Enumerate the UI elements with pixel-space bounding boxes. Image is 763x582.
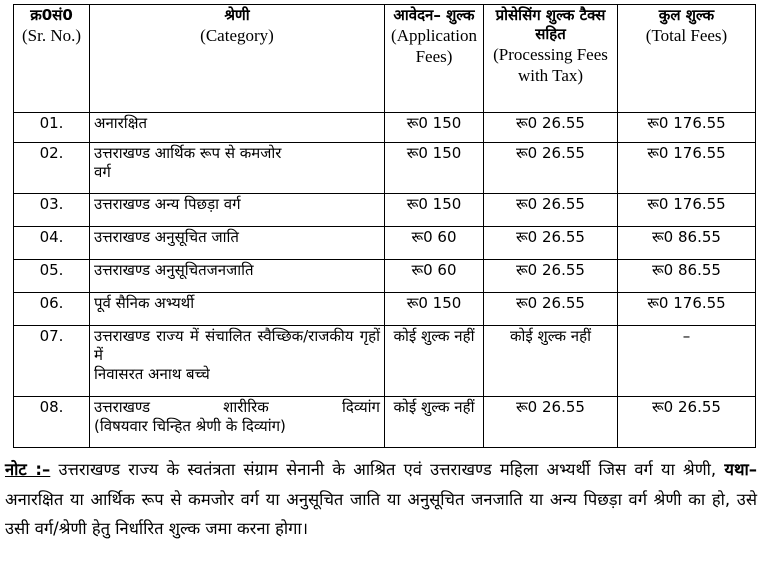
row-application-fee: रू0 150 — [385, 293, 484, 326]
row-category-line1: उत्तराखण्ड शारीरिक दिव्यांग — [94, 398, 380, 416]
row-category-line1: उत्तराखण्ड आर्थिक रूप से कमजोर — [94, 144, 282, 162]
header-category-english: (Category) — [200, 26, 274, 45]
row-sr: 06. — [14, 293, 90, 326]
row-processing-fee: रू0 26.55 — [484, 227, 618, 260]
row-sr: 03. — [14, 194, 90, 227]
header-total-english: (Total Fees) — [645, 26, 728, 45]
header-total-fees — [618, 5, 756, 113]
table-row — [14, 227, 756, 260]
table-row — [14, 113, 756, 143]
row-sr: 02. — [14, 143, 90, 194]
row-sr: 05. — [14, 260, 90, 293]
row-sr: 04. — [14, 227, 90, 260]
row-total-fee: रू0 176.55 — [618, 143, 756, 194]
header-processing-english: (Processing Fees with Tax) — [493, 45, 608, 85]
row-processing-fee: रू0 26.55 — [484, 260, 618, 293]
header-category-hindi: श्रेणी — [224, 6, 250, 24]
row-sr: 08. — [14, 397, 90, 448]
header-processing-fees — [484, 5, 618, 113]
row-total-fee: रू0 176.55 — [618, 113, 756, 143]
header-application-english: (Application Fees) — [391, 26, 477, 66]
note-text-part2: अनारक्षित या आर्थिक रूप से कमजोर वर्ग या अनुसूचित जाति या अनुसूचित जनजाति या अन्य पिछड़ा वर्ग श्रेणी का हो, उसे उसी वर्ग/श्रेणी हेतु निर्धारित शुल्क जमा करना होगा। — [5, 489, 757, 538]
row-category-line2: (विषयवार चिन्हित श्रेणी के दिव्यांग) — [94, 417, 286, 435]
note-text-part1: उत्तराखण्ड राज्य के स्वतंत्रता संग्राम सेनानी के आश्रित एवं उत्तराखण्ड महिला अभ्यर्थी जिस वर्ग या श्रेणी, — [50, 460, 725, 479]
row-processing-fee: रू0 26.55 — [484, 397, 618, 448]
row-application-fee: कोई शुल्क नहीं — [385, 326, 484, 397]
table-row — [14, 326, 756, 397]
row-processing-fee: रू0 26.55 — [484, 293, 618, 326]
header-application-hindi: आवेदन– शुल्क — [393, 6, 475, 24]
header-processing-hindi: प्रोसेसिंग शुल्क टैक्स सहित — [495, 6, 606, 43]
table-row — [14, 143, 756, 194]
header-category — [90, 5, 385, 113]
header-sr-hindi: क्र0सं0 — [30, 6, 73, 24]
row-category: उत्तराखण्ड अनुसूचितजनजाति — [90, 260, 385, 293]
row-category: उत्तराखण्ड अनुसूचित जाति — [90, 227, 385, 260]
row-processing-fee: रू0 26.55 — [484, 113, 618, 143]
note-paragraph — [5, 455, 757, 544]
row-total-fee: रू0 176.55 — [618, 293, 756, 326]
row-total-fee: रू0 86.55 — [618, 260, 756, 293]
row-application-fee: रू0 150 — [385, 113, 484, 143]
row-sr: 01. — [14, 113, 90, 143]
header-row — [14, 5, 756, 113]
row-category-line2: निवासरत अनाथ बच्चे — [94, 365, 210, 383]
header-total-hindi: कुल शुल्क — [658, 6, 715, 24]
row-category — [90, 397, 385, 448]
row-category: अनारक्षित — [90, 113, 385, 143]
row-application-fee: रू0 150 — [385, 143, 484, 194]
fee-table — [13, 4, 756, 448]
row-category: उत्तराखण्ड अन्य पिछड़ा वर्ग — [90, 194, 385, 227]
row-category-line1: उत्तराखण्ड राज्य में संचालित स्वैच्छिक/राजकीय गृहों में — [94, 327, 380, 364]
row-processing-fee: कोई शुल्क नहीं — [484, 326, 618, 397]
row-category — [90, 143, 385, 194]
row-category: पूर्व सैनिक अभ्यर्थी — [90, 293, 385, 326]
row-category — [90, 326, 385, 397]
row-total-fee: – — [618, 326, 756, 397]
row-processing-fee: रू0 26.55 — [484, 143, 618, 194]
header-sr — [14, 5, 90, 113]
header-application-fees — [385, 5, 484, 113]
row-application-fee: रू0 60 — [385, 227, 484, 260]
row-sr: 07. — [14, 326, 90, 397]
table-row — [14, 260, 756, 293]
row-total-fee: रू0 86.55 — [618, 227, 756, 260]
table-row — [14, 194, 756, 227]
row-application-fee: रू0 150 — [385, 194, 484, 227]
table-row — [14, 397, 756, 448]
note-bold-yatha: यथा– — [724, 460, 758, 479]
row-total-fee: रू0 176.55 — [618, 194, 756, 227]
row-application-fee: रू0 60 — [385, 260, 484, 293]
row-processing-fee: रू0 26.55 — [484, 194, 618, 227]
note-label: नोट :– — [5, 460, 51, 479]
row-category-line2: वर्ग — [94, 163, 111, 181]
table-row — [14, 293, 756, 326]
row-application-fee: कोई शुल्क नहीं — [385, 397, 484, 448]
row-total-fee: रू0 26.55 — [618, 397, 756, 448]
header-sr-english: (Sr. No.) — [21, 26, 82, 45]
